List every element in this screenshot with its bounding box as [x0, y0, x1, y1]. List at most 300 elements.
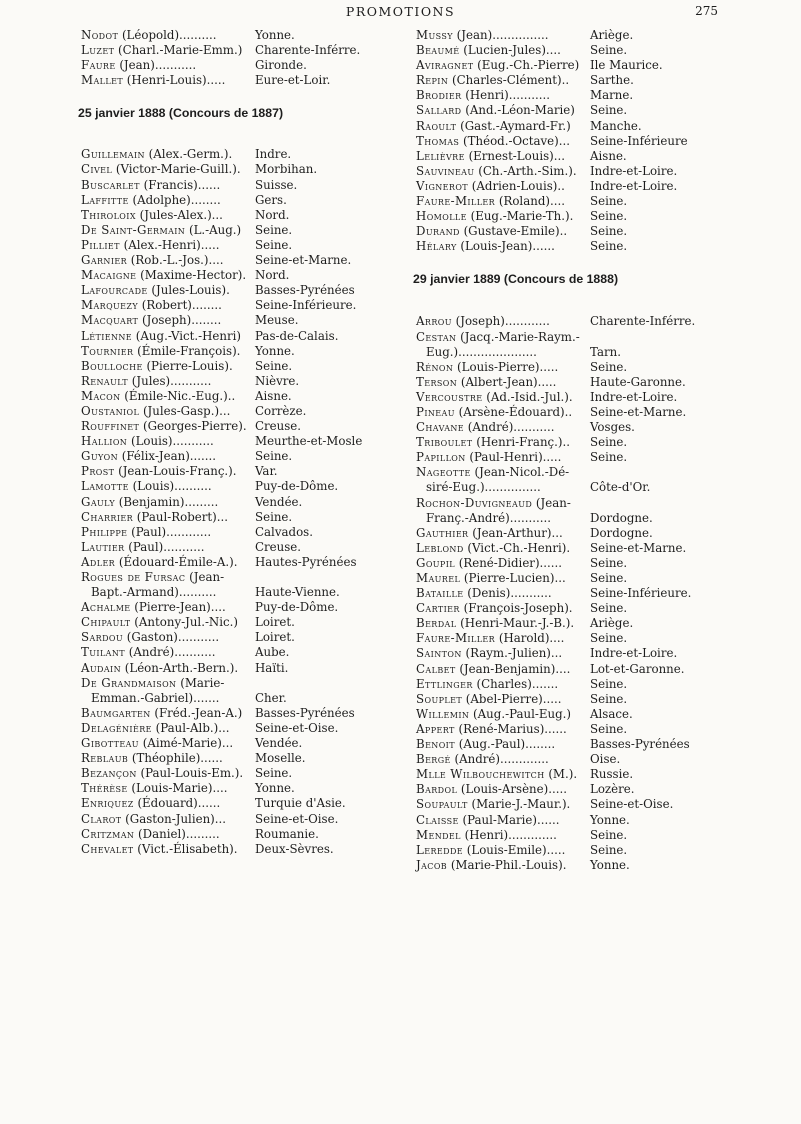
list-item — [81, 283, 411, 298]
entry-department: Seine. — [590, 43, 628, 58]
entry-given-names: (L.-Aug.) — [185, 222, 242, 237]
entry-department: Vendée. — [255, 736, 303, 751]
entry-given-names: (Rob.-L.-Jos.).... — [127, 253, 224, 268]
entry-department: Seine. — [590, 209, 628, 224]
entry-given-names: (René-Marius)...... — [454, 721, 567, 736]
list-item — [416, 646, 746, 661]
entry-given-names: (Louis-Jean)...... — [456, 239, 555, 254]
entry-given-names: Franç.-André)........... — [426, 510, 551, 525]
entry-given-names: (Ad.-Isid.-Jul.). — [482, 389, 573, 404]
entry-given-names: (Émile-François). — [133, 343, 241, 358]
entry-department: Aisne. — [255, 388, 292, 403]
entry-surname: Mlle Wilbouchewitch — [416, 767, 545, 782]
entry-name — [416, 616, 574, 631]
entry-given-names: (Jules)........... — [128, 373, 212, 388]
entry-department: Seine-Inférieure. — [590, 586, 692, 601]
entry-department: Creuse. — [255, 419, 302, 434]
entry-given-names: (Henri-Louis)..... — [123, 73, 226, 88]
entry-surname: Papillon — [416, 450, 466, 465]
list-item — [81, 419, 411, 434]
entry-given-names: (Antony-Jul.-Nic.) — [130, 615, 238, 630]
page-title: PROMOTIONS — [345, 4, 456, 19]
entry-given-names: (Marie-Phil.-Louis). — [447, 857, 567, 872]
entry-given-names: (Jacq.-Marie-Raym.- — [456, 329, 580, 344]
entry-surname: Prost — [81, 464, 115, 479]
entry-department: Deux-Sèvres. — [255, 841, 334, 856]
entry-department: Seine. — [590, 194, 628, 209]
list-item — [81, 404, 411, 419]
list-item — [416, 752, 746, 767]
list-item — [416, 601, 746, 616]
entry-surname: Beaumé — [416, 43, 460, 58]
right-column — [413, 28, 746, 873]
entry-given-names: Eug.)..................... — [426, 344, 537, 359]
entry-department: Suisse. — [255, 177, 298, 192]
list-item — [81, 630, 411, 645]
entry-name — [81, 73, 225, 88]
list-item — [81, 600, 411, 615]
entry-name — [416, 360, 558, 375]
entry-name — [416, 209, 573, 224]
entry-surname: Durand — [416, 224, 460, 239]
entry-department: Seine. — [590, 631, 628, 646]
entry-department: Seine-et-Marne. — [255, 253, 352, 268]
entry-surname: Renault — [81, 373, 129, 388]
entry-department: Seine-Inférieure. — [255, 298, 357, 313]
entry-department: Seine. — [590, 827, 628, 842]
left-top-list — [81, 28, 411, 88]
entry-surname: Thérèse — [81, 781, 128, 796]
entry-name — [81, 28, 217, 43]
entry-name — [81, 58, 196, 73]
entry-given-names: siré-Eug.)............... — [426, 480, 541, 495]
entry-given-names: (Roland).... — [495, 194, 565, 209]
entry-name — [416, 450, 561, 465]
list-item — [416, 813, 746, 828]
entry-name — [416, 752, 549, 767]
entry-name — [81, 283, 230, 298]
entry-given-names: (Maxime-Hector). — [136, 268, 247, 283]
list-item — [81, 389, 411, 404]
entry-surname: Raoult — [416, 118, 457, 133]
entry-given-names: (Jean-Benjamin).... — [455, 661, 571, 676]
entry-given-names: (Joseph)............ — [451, 314, 550, 329]
entry-name — [81, 162, 241, 177]
list-item — [81, 676, 411, 691]
entry-surname: Philippe — [81, 524, 128, 539]
entry-surname: Faure-Miller — [416, 194, 496, 209]
list-item — [416, 828, 746, 843]
entry-name — [81, 495, 218, 510]
entry-given-names: (Arsène-Édouard).. — [454, 404, 573, 419]
list-item — [81, 223, 411, 238]
entry-given-names: (Ch.-Arth.-Sim.). — [474, 163, 577, 178]
entry-name — [416, 73, 569, 88]
entry-name — [416, 662, 570, 677]
entry-name — [81, 570, 224, 585]
list-item — [81, 661, 411, 676]
entry-surname: Benoit — [416, 737, 455, 752]
entry-department: Seine. — [590, 676, 628, 691]
list-item — [416, 797, 746, 812]
list-item — [416, 164, 746, 179]
entry-given-names: (Théod.-Octave)... — [459, 133, 571, 148]
entry-surname: Critzman — [81, 826, 135, 841]
entry-name — [416, 631, 564, 646]
entry-name — [81, 479, 212, 494]
entry-name — [81, 721, 230, 736]
entry-given-names: (Paul-Robert)... — [133, 509, 228, 524]
entry-department: Hautes-Pyrénées — [255, 554, 357, 569]
entry-name — [81, 751, 223, 766]
list-item — [81, 434, 411, 449]
entry-name — [81, 706, 242, 721]
entry-surname: Vignerot — [416, 178, 469, 193]
entry-name — [416, 601, 573, 616]
entry-given-names: (Albert-Jean)..... — [457, 374, 557, 389]
list-item — [416, 737, 746, 752]
entry-surname: Nageotte — [416, 465, 471, 480]
entry-department: Corrèze. — [255, 403, 307, 418]
entry-surname: Gauly — [81, 494, 116, 509]
entry-surname: Buscarlet — [81, 177, 140, 192]
entry-surname: Macon — [81, 388, 121, 403]
entry-name — [416, 103, 575, 118]
list-item — [416, 149, 746, 164]
list-item — [416, 662, 746, 677]
entry-name — [416, 465, 569, 480]
list-item — [81, 162, 411, 177]
list-item — [416, 677, 746, 692]
entry-name — [416, 677, 558, 692]
entry-name — [81, 540, 205, 555]
entry-department: Ariège. — [590, 28, 634, 42]
list-item — [416, 858, 746, 873]
entry-given-names: (Émile-Nic.-Eug.).. — [120, 388, 236, 403]
entry-department: Seine. — [590, 601, 628, 616]
entry-given-names: (Vict.-Ch.-Henri). — [463, 540, 571, 555]
entry-name — [416, 134, 570, 149]
entry-given-names: (François-Joseph). — [459, 601, 573, 616]
entry-name — [416, 858, 566, 873]
list-item — [81, 298, 411, 313]
entry-given-names: (Marie-J.-Maur.). — [467, 797, 571, 812]
entry-surname: Leblond — [416, 540, 464, 555]
entry-given-names: (Jules-Louis). — [147, 283, 230, 298]
entry-name — [416, 586, 552, 601]
entry-department: Seine. — [590, 435, 628, 450]
list-item — [416, 194, 746, 209]
entry-department: Moselle. — [255, 751, 306, 766]
entry-department: Yonne. — [590, 812, 630, 827]
entry-department: Vendée. — [255, 494, 303, 509]
entry-given-names: (Louis)........... — [127, 434, 214, 449]
entry-given-names: (André)............. — [450, 752, 549, 767]
entry-department: Gironde. — [255, 58, 307, 73]
entry-given-names: (Denis)........... — [463, 586, 552, 601]
entry-department: Loiret. — [255, 630, 295, 645]
entry-given-names: (Jean- — [532, 495, 571, 510]
entry-surname: Terson — [416, 374, 458, 389]
entry-surname: Lamotte — [81, 479, 129, 494]
entry-department: Creuse. — [255, 539, 302, 554]
entry-name — [81, 781, 227, 796]
list-item — [416, 420, 746, 435]
list-item — [416, 390, 746, 405]
entry-department: Loiret. — [255, 615, 295, 630]
list-item — [81, 329, 411, 344]
entry-department: Haïti. — [255, 660, 289, 675]
right-section-list — [416, 314, 746, 872]
list-item — [81, 193, 411, 208]
entry-given-names: (André)........... — [464, 420, 555, 435]
entry-name — [416, 164, 577, 179]
entry-given-names: (Eug.-Ch.-Pierre) — [473, 58, 580, 73]
list-item — [81, 449, 411, 464]
entry-name — [81, 298, 222, 313]
list-item — [81, 147, 411, 162]
entry-given-names: (Édouard-Émile-A.). — [115, 554, 238, 569]
entry-department: Indre-et-Loire. — [590, 389, 678, 404]
entry-surname: Appert — [416, 721, 455, 736]
entry-department: Seine. — [255, 449, 293, 464]
entry-name — [81, 736, 233, 751]
list-item — [81, 842, 411, 857]
entry-department: Roumanie. — [255, 826, 319, 841]
entry-name — [81, 555, 237, 570]
entry-given-names: (Harold).... — [495, 631, 565, 646]
entry-department: Yonne. — [255, 28, 295, 42]
entry-surname: Létienne — [81, 328, 133, 343]
entry-surname: Mussy — [416, 28, 453, 42]
entry-department: Basses-Pyrénées — [255, 283, 355, 298]
entry-department: Seine. — [255, 358, 293, 373]
entry-given-names: Bapt.-Armand).......... — [91, 585, 217, 600]
list-item — [81, 28, 411, 43]
entry-given-names: (Léon-Arth.-Bern.). — [121, 660, 239, 675]
entry-given-names: (Alex.-Henri)..... — [119, 237, 220, 252]
list-item — [81, 721, 411, 736]
entry-given-names: (Paul-Henri)..... — [465, 450, 562, 465]
entry-surname: Calbet — [416, 661, 456, 676]
entry-surname: Leredde — [416, 842, 464, 857]
entry-surname: Hélary — [416, 239, 457, 254]
list-item — [81, 208, 411, 223]
entry-surname: Marquezy — [81, 298, 139, 313]
list-item — [416, 541, 746, 556]
entry-name — [81, 615, 238, 630]
entry-given-names: (Jules-Alex.)... — [135, 207, 223, 222]
entry-name — [416, 179, 565, 194]
list-item — [81, 645, 411, 660]
list-item — [81, 691, 411, 706]
entry-surname: Berdal — [416, 616, 457, 631]
entry-given-names: (Robert)........ — [138, 298, 222, 313]
entry-given-names: (Louis-Marie).... — [127, 781, 228, 796]
entry-name — [81, 449, 216, 464]
entry-name — [416, 330, 580, 345]
entry-given-names: (M.). — [544, 767, 578, 782]
entry-surname: De Saint-Germain — [81, 222, 186, 237]
entry-surname: Sauvineau — [416, 163, 475, 178]
entry-given-names: (Henri-Maur.-J.-B.). — [456, 616, 575, 631]
entry-given-names: (Francis)...... — [139, 177, 221, 192]
entry-name — [416, 43, 561, 58]
entry-name — [416, 28, 548, 43]
entry-given-names: (Aimé-Marie)... — [138, 736, 234, 751]
list-item — [81, 736, 411, 751]
list-item — [416, 330, 746, 345]
list-item — [81, 766, 411, 781]
list-item — [81, 525, 411, 540]
entry-surname: Hallion — [81, 434, 128, 449]
entry-name — [416, 767, 577, 782]
list-item — [416, 435, 746, 450]
entry-surname: Oustaniol — [81, 403, 140, 418]
entry-name — [81, 313, 221, 328]
entry-surname: Claisse — [416, 812, 459, 827]
entry-surname: Luzet — [81, 43, 115, 58]
entry-name — [416, 375, 556, 390]
entry-surname: Brodier — [416, 88, 462, 103]
entry-surname: Clarot — [81, 811, 122, 826]
list-item — [416, 360, 746, 375]
entry-given-names: (Aug.-Paul-Eug.) — [469, 706, 571, 721]
entry-name — [81, 238, 220, 253]
entry-name — [81, 796, 220, 811]
entry-name — [416, 88, 550, 103]
entry-surname: Guyon — [81, 449, 119, 464]
entry-given-names: (Vict.-Élisabeth). — [133, 841, 238, 856]
entry-name — [81, 464, 237, 479]
section-title-1888: 25 janvier 1888 (Concours de 1887) — [78, 106, 284, 121]
entry-department: Seine-et-Marne. — [590, 404, 687, 419]
entry-name — [416, 556, 562, 571]
entry-department: Puy-de-Dôme. — [255, 479, 339, 494]
list-item — [81, 796, 411, 811]
entry-surname: Nodot — [81, 28, 119, 42]
entry-surname: Guillemain — [81, 147, 145, 162]
entry-given-names: (Jean-Arthur)... — [468, 525, 563, 540]
entry-department: Russie. — [590, 767, 634, 782]
entry-surname: Delagénière — [81, 720, 152, 735]
entry-surname: Jacob — [416, 857, 448, 872]
entry-surname: Willemin — [416, 706, 470, 721]
entry-given-names: (Paul-Alb.)... — [151, 720, 230, 735]
entry-surname: Triboulet — [416, 435, 473, 450]
entry-surname: Boulloche — [81, 358, 143, 373]
entry-given-names: (Gaston)........... — [123, 630, 220, 645]
list-item — [81, 495, 411, 510]
entry-name — [81, 661, 238, 676]
entry-given-names: (Gast.-Aymard-Fr.) — [456, 118, 571, 133]
entry-given-names: (Marie- — [176, 675, 225, 690]
entry-given-names: (Abel-Pierre)..... — [462, 691, 562, 706]
entry-name — [81, 600, 226, 615]
entry-surname: Baumgarten — [81, 705, 151, 720]
entry-name — [81, 812, 226, 827]
entry-surname: Bardol — [416, 782, 458, 797]
entry-name — [416, 390, 573, 405]
entry-department: Seine. — [255, 766, 293, 781]
entry-department: Dordogne. — [590, 510, 653, 525]
entry-department: Indre. — [255, 147, 292, 162]
list-item — [416, 73, 746, 88]
list-item — [81, 313, 411, 328]
list-item — [416, 707, 746, 722]
entry-given-names: (Jean-Nicol.-Dé- — [470, 465, 570, 480]
entry-given-names: (Eug.-Marie-Th.). — [466, 209, 574, 224]
entry-department: Seine. — [590, 224, 628, 239]
entry-department: Aube. — [255, 645, 290, 660]
entry-department: Seine-et-Oise. — [255, 811, 339, 826]
entry-given-names: (Louis-Pierre)..... — [453, 359, 559, 374]
entry-surname: Faure — [81, 58, 116, 73]
entry-surname: Macaigne — [81, 268, 137, 283]
entry-given-names: (Louis).......... — [128, 479, 212, 494]
entry-department: Nièvre. — [255, 373, 300, 388]
entry-surname: Chevalet — [81, 841, 134, 856]
entry-surname: Rouffinet — [81, 419, 140, 434]
entry-name — [81, 510, 228, 525]
entry-name — [416, 194, 565, 209]
entry-name — [81, 645, 216, 660]
entry-surname: Pilliet — [81, 237, 120, 252]
entry-department: Seine. — [590, 450, 628, 465]
list-item — [81, 585, 411, 600]
entry-given-names: (Léopold).......... — [118, 28, 217, 42]
list-item — [416, 88, 746, 103]
entry-name — [81, 676, 224, 691]
list-item — [81, 479, 411, 494]
entry-surname: Cartier — [416, 601, 460, 616]
entry-name — [81, 766, 243, 781]
entry-given-names: (Pierre-Lucien)... — [460, 571, 566, 585]
list-item — [416, 209, 746, 224]
entry-name — [81, 525, 211, 540]
list-item — [81, 812, 411, 827]
list-item — [416, 692, 746, 707]
entry-name — [416, 420, 555, 435]
entry-department: Côte-d'Or. — [590, 480, 651, 495]
list-item — [81, 827, 411, 842]
entry-surname: Gibotteau — [81, 736, 139, 751]
entry-department: Alsace. — [590, 706, 633, 721]
entry-name — [81, 827, 220, 842]
entry-surname: Sardou — [81, 630, 123, 645]
entry-name — [426, 345, 537, 360]
entry-given-names: (Raym.-Julien)... — [461, 646, 563, 661]
list-item — [416, 571, 746, 586]
entry-surname: Thomas — [416, 133, 460, 148]
list-item — [416, 767, 746, 782]
entry-given-names: (Félix-Jean)....... — [118, 449, 217, 464]
entry-surname: Pineau — [416, 404, 455, 419]
list-item — [81, 751, 411, 766]
entry-name — [81, 359, 233, 374]
entry-department: Meurthe-et-Mosle — [255, 434, 363, 449]
entry-surname: Lautier — [81, 539, 125, 554]
entry-department: Aisne. — [590, 148, 627, 163]
list-item — [416, 179, 746, 194]
list-item — [416, 556, 746, 571]
entry-department: Seine. — [590, 842, 628, 857]
list-item — [81, 706, 411, 721]
entry-given-names: (Louis-Arsène)..... — [457, 782, 567, 797]
entry-name — [81, 208, 223, 223]
list-item — [81, 555, 411, 570]
list-item — [416, 375, 746, 390]
